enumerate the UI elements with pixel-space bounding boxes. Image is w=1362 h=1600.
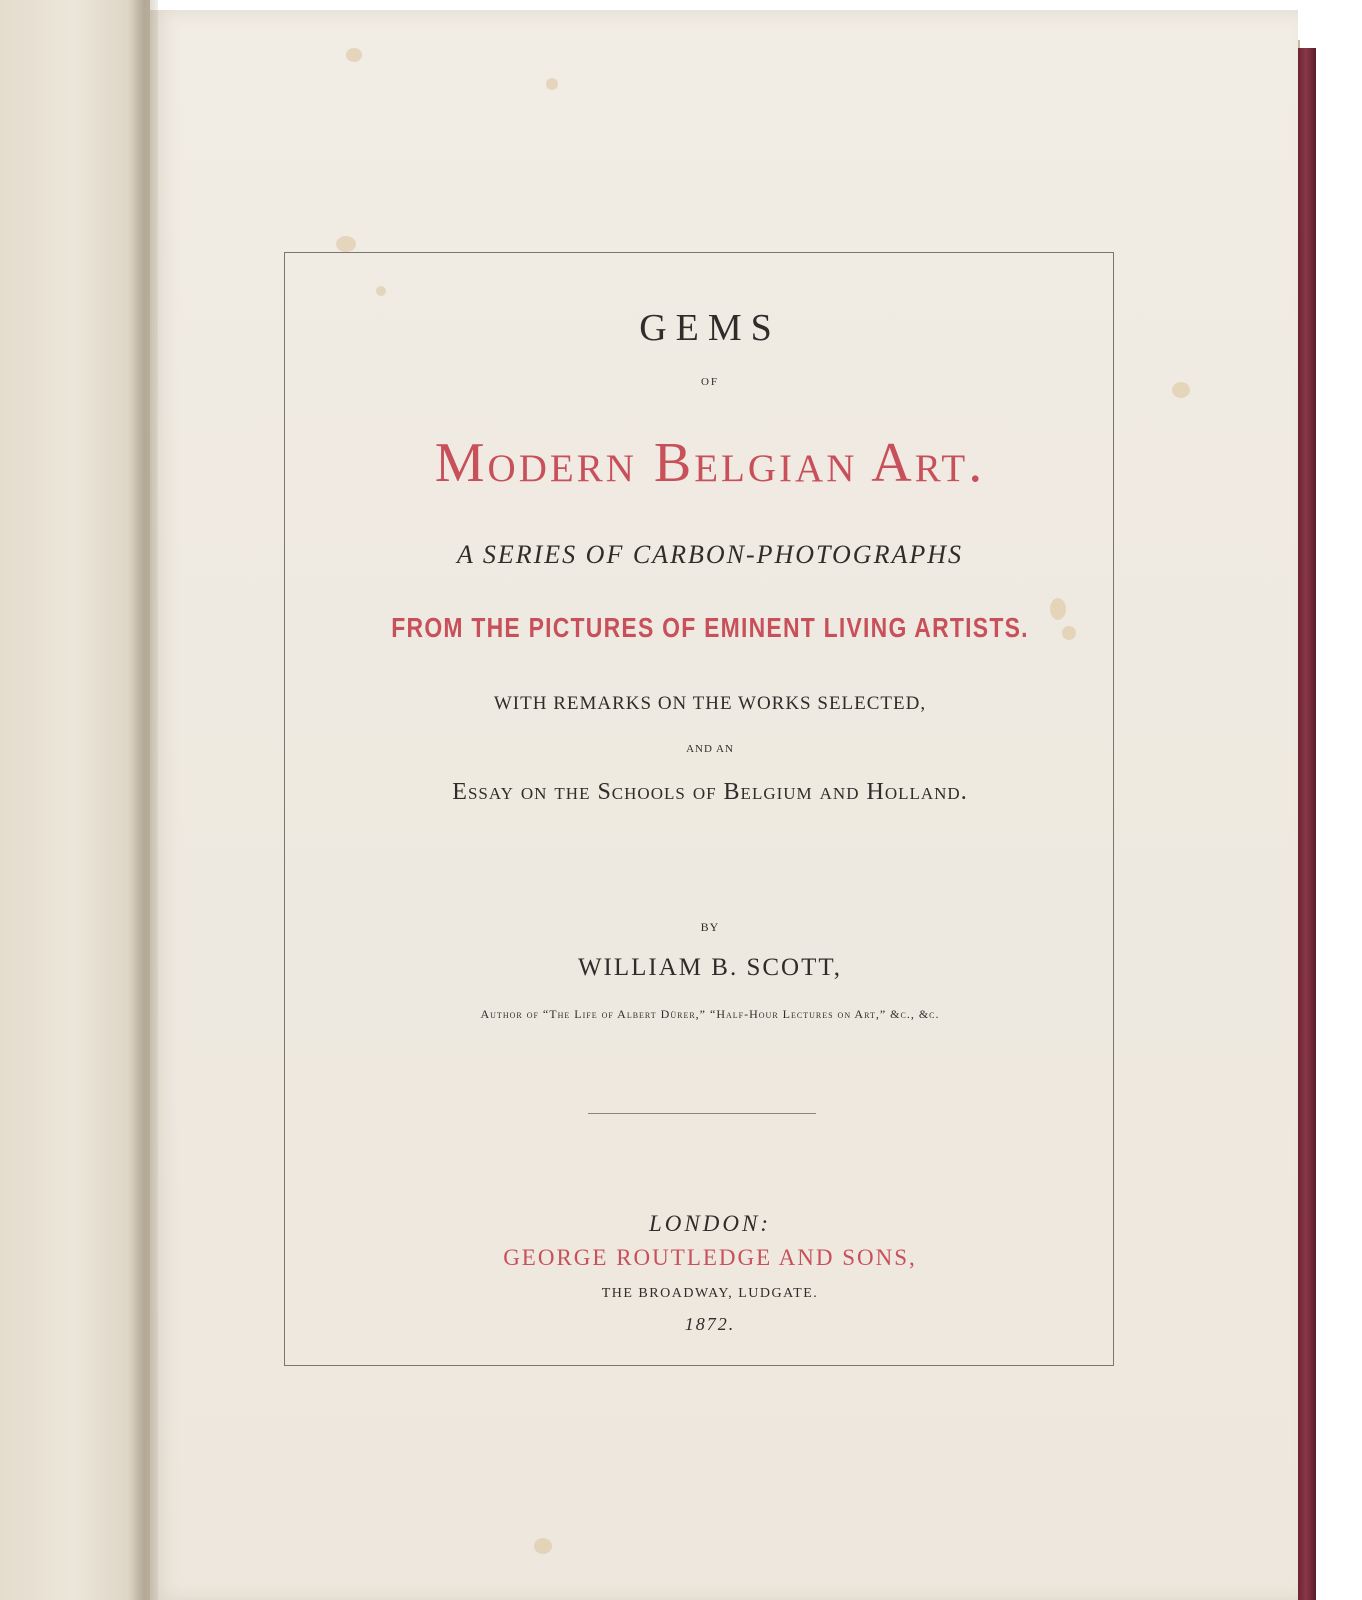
imprint-address: THE BROADWAY, LUDGATE. — [601, 1286, 819, 1301]
foxing-spot — [546, 78, 558, 90]
subtitle-series: A SERIES OF CARBON-PHOTOGRAPHS — [456, 540, 964, 569]
book-gutter-shadow — [128, 0, 158, 1600]
foxing-spot — [346, 48, 362, 62]
subtitle-and-an: AND AN — [686, 743, 734, 755]
subtitle-remarks: WITH REMARKS ON THE WORKS SELECTED, — [493, 693, 927, 714]
imprint-year: 1872. — [684, 1314, 736, 1334]
foxing-spot — [534, 1538, 552, 1554]
red-cover-edge — [1298, 48, 1316, 1600]
author-credits: Author of “The Life of Albert Dürer,” “Half-Hour Lectures on Art,” &c., &c. — [480, 1007, 940, 1021]
imprint-city: LONDON: — [649, 1211, 771, 1236]
imprint-publisher: GEORGE ROUTLEDGE AND SONS, — [503, 1245, 917, 1270]
title-of: OF — [700, 376, 720, 388]
subtitle-from-pictures: FROM THE PICTURES OF EMINENT LIVING ARTISTS. — [391, 612, 1029, 643]
byline-by: BY — [700, 920, 720, 934]
title-gems: GEMS — [639, 307, 781, 349]
subtitle-essay: Essay on the Schools of Belgium and Holland. — [452, 779, 968, 805]
foxing-spot — [1172, 382, 1190, 398]
title-border-frame — [284, 252, 1114, 1366]
main-title: Modern Belgian Art. — [434, 432, 986, 494]
author-name: WILLIAM B. SCOTT, — [577, 954, 843, 981]
divider-rule — [588, 1113, 816, 1114]
foxing-spot — [336, 236, 356, 252]
